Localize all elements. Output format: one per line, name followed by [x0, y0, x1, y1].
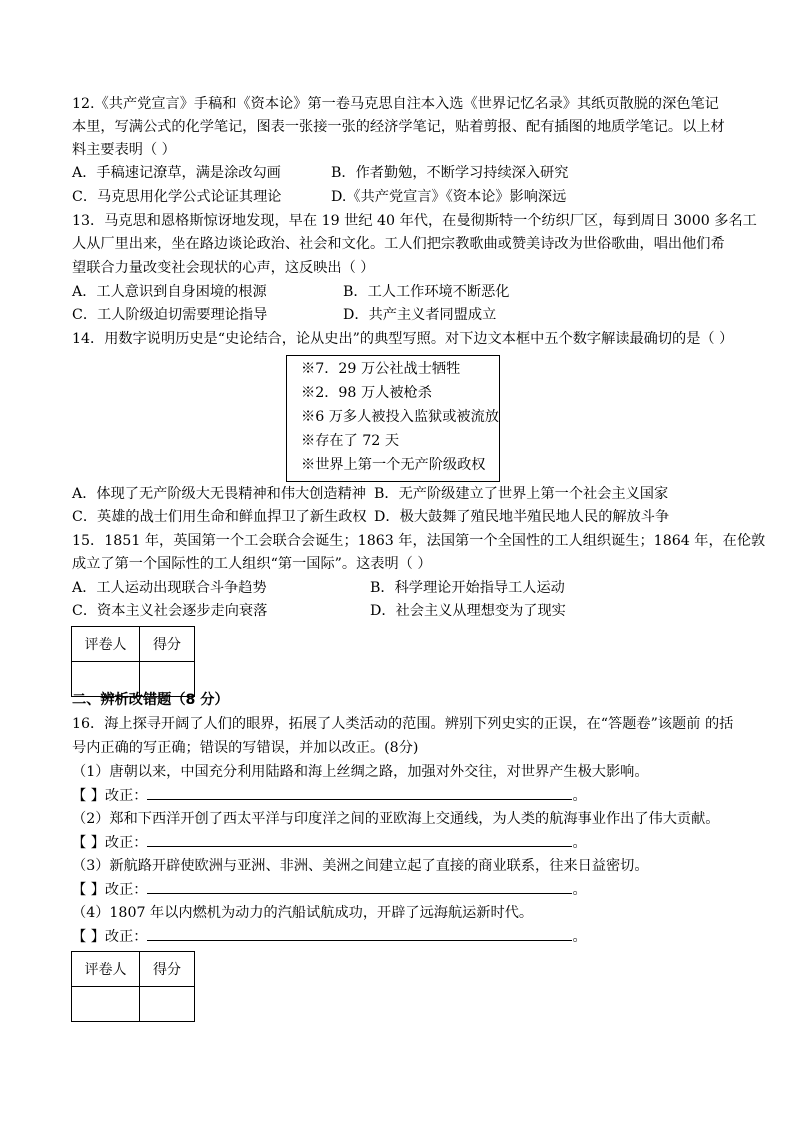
q12-stem-line3: 料主要表明（ ）	[72, 142, 176, 158]
q13-stem-line3: 望联合力量改变社会现状的心声，这反映出（ ）	[72, 260, 375, 276]
answer-end-mark: 。	[572, 882, 587, 898]
q13-option-b: B．工人工作环境不断恶化	[343, 284, 510, 300]
q15-option-d: D．社会主义从理想变为了现实	[370, 603, 566, 619]
score-label: 得分	[140, 627, 195, 662]
q12-option-a: A．手稿速记潦草，满是涂改勾画	[72, 165, 281, 181]
q12-option-c: C．马克思用化学公式论证其理论	[72, 189, 282, 205]
q13-stem-line2: 人从厂里出来，坐在路边谈论政治、社会和文化。工人们把宗教歌曲或赞美诗改为世俗歌曲，唱出他们希	[72, 236, 725, 252]
answer-end-mark: 。	[572, 835, 587, 851]
score-table-1	[71, 626, 195, 697]
score-label: 得分	[140, 952, 195, 987]
q16-answer-line-4	[72, 926, 587, 949]
q12-option-d: D.《共产党宣言》《资本论》影响深远	[331, 189, 567, 205]
q12-stem-line2: 本里，写满公式的化学笔记，图表一张接一张的经济学笔记，贴着剪报、配有插图的地质学笔记。以上材	[72, 119, 725, 135]
q16-stem-line1: 16．海上探寻开阔了人们的眼界，拓展了人类活动的范围。辨别下列史实的正误，在“答题卷”该题前 的括	[72, 716, 734, 732]
q15-stem-line1: 15．1851 年，英国第一个工会联合会诞生；1863 年，法国第一个全国性的工人组织诞生；1864 年，在伦敦	[72, 533, 766, 549]
q14-box-item: ※存在了 72 天	[301, 433, 400, 449]
grader-label: 评卷人	[72, 952, 140, 987]
grader-label: 评卷人	[72, 627, 140, 662]
q16-answer-line-1	[72, 785, 587, 808]
score-cell	[140, 987, 195, 1022]
q12-option-b: B．作者勤勉，不断学习持续深入研究	[331, 165, 569, 181]
q15-option-b: B．科学理论开始指导工人运动	[370, 580, 565, 596]
q13-option-a: A．工人意识到自身困境的根源	[72, 284, 267, 300]
q16-answer-line-3	[72, 879, 587, 902]
section-2-title: 二、辨析改错题（8 分）	[72, 692, 229, 708]
q14-option-a: A．体现了无产阶级大无畏精神和伟大创造精神	[72, 486, 366, 502]
q15-option-a: A．工人运动出现联合斗争趋势	[72, 580, 267, 596]
answer-bracket: 【 】改正：	[72, 929, 148, 945]
q14-option-b: B．无产阶级建立了世界上第一个社会主义国家	[374, 486, 669, 502]
q16-item-4: （4）1807 年以内燃机为动力的汽船试航成功，开辟了远海航运新时代。	[72, 905, 534, 921]
q14-option-d: D．极大鼓舞了殖民地半殖民地人民的解放斗争	[374, 509, 670, 525]
answer-blank[interactable]	[147, 785, 572, 800]
q14-option-c: C．英雄的战士们用生命和鲜血捍卫了新生政权	[72, 509, 367, 525]
grader-cell	[72, 987, 140, 1022]
q14-box-item: ※6 万多人被投入监狱或被流放	[301, 409, 499, 425]
q16-item-1: （1）唐朝以来，中国充分利用陆路和海上丝绸之路，加强对外交往，对世界产生极大影响。	[72, 764, 649, 780]
q14-stem-line1: 14．用数字说明历史是“史论结合，论从史出”的典型写照。对下边文本框中五个数字解读最确切的是（ ）	[72, 331, 734, 347]
q13-option-d: D．共产主义者同盟成立	[343, 307, 497, 323]
q14-box-item: ※2．98 万人被枪杀	[301, 385, 432, 401]
q13-stem-line1: 13．马克思和恩格斯惊讶地发现，早在 19 世纪 40 年代，在曼彻斯特一个纺织厂区，每到周日 3000 多名工	[72, 213, 757, 229]
answer-bracket: 【 】改正：	[72, 835, 148, 851]
q16-answer-line-2	[72, 832, 587, 855]
q14-text-box	[286, 355, 500, 482]
answer-blank[interactable]	[147, 879, 572, 894]
answer-bracket: 【 】改正：	[72, 882, 148, 898]
score-table-2	[71, 951, 195, 1022]
answer-end-mark: 。	[572, 788, 587, 804]
answer-blank[interactable]	[147, 926, 572, 941]
q15-option-c: C．资本主义社会逐步走向衰落	[72, 603, 268, 619]
q13-option-c: C．工人阶级迫切需要理论指导	[72, 307, 268, 323]
q16-item-2: （2）郑和下西洋开创了西太平洋与印度洋之间的亚欧海上交通线，为人类的航海事业作出了伟大贡献。	[72, 811, 720, 827]
q14-box-item: ※7．29 万公社战士牺牲	[301, 361, 461, 377]
q14-box-item: ※世界上第一个无产阶级政权	[301, 457, 486, 473]
answer-end-mark: 。	[572, 929, 587, 945]
q12-stem-line1: 12.《共产党宣言》手稿和《资本论》第一卷马克思自注本入选《世界记忆名录》其纸页散脱的深色笔记	[72, 96, 719, 112]
answer-bracket: 【 】改正：	[72, 788, 148, 804]
q16-item-3: （3）新航路开辟使欧洲与亚洲、非洲、美洲之间建立起了直接的商业联系，往来日益密切。	[72, 858, 649, 874]
q16-stem-line2: 号内正确的写正确；错误的写错误，并加以改正。(8分)	[72, 740, 419, 756]
q15-stem-line2: 成立了第一个国际性的工人组织“第一国际”。这表明（ ）	[72, 556, 432, 572]
answer-blank[interactable]	[147, 832, 572, 847]
